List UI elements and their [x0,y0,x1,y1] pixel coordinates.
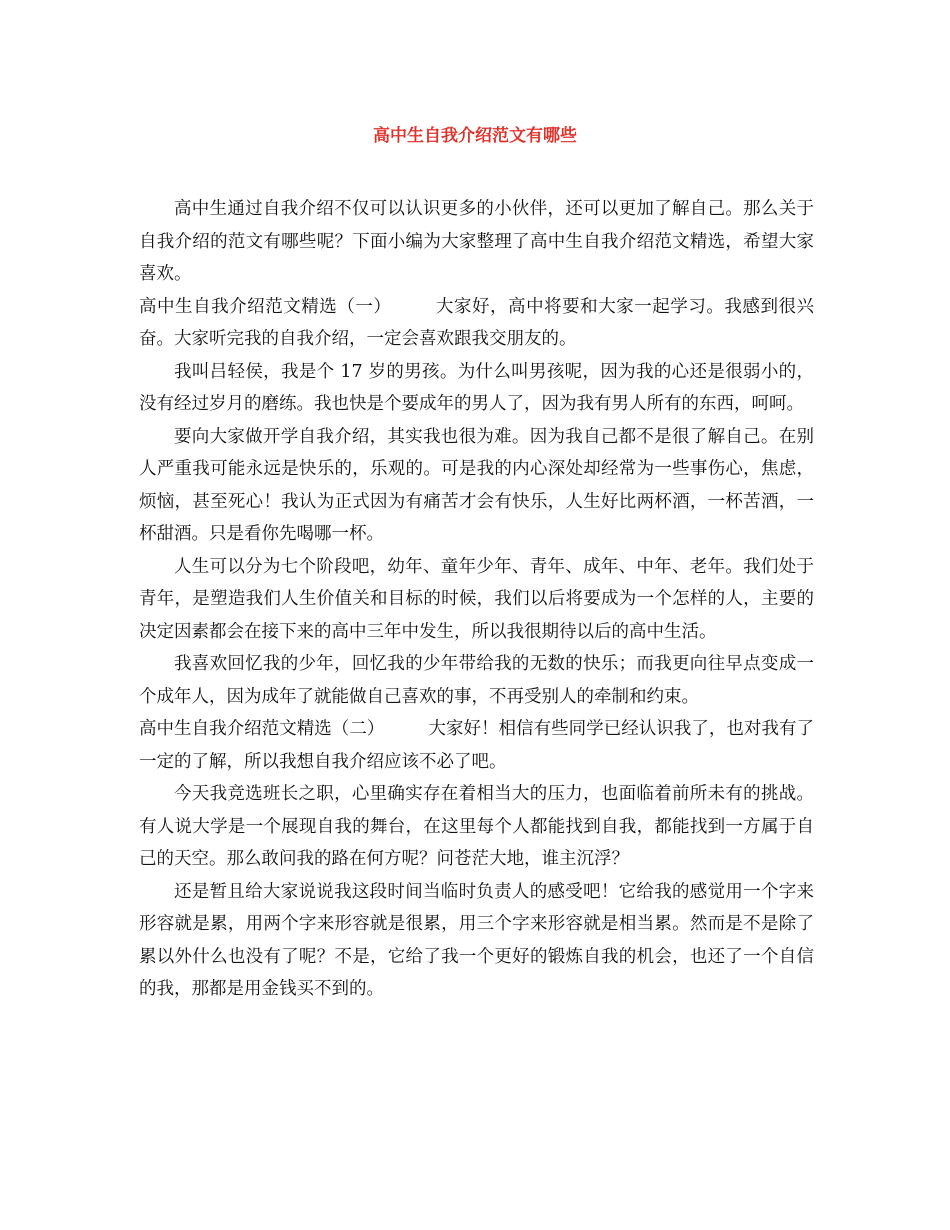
paragraph-class-monitor: 今天我竞选班长之职，心里确实存在着相当大的压力，也面临着前所未有的挑战。有人说大学是一个展现自我的舞台，在这里每个人都能找到自我，都能找到一方属于自己的天空。那么敢问我的路在何方呢？问苍茫大地，谁主沉浮？ [139,784,814,869]
sample-one-heading: 高中生自我介绍范文精选（一） [139,296,392,317]
paragraph-childhood-memories: 我喜欢回忆我的少年，回忆我的少年带给我的无数的快乐；而我更向往早点变成一个成年人，因为成年了就能做自己喜欢的事，不再受别人的牵制和约束。 [139,654,814,707]
paragraph-sample-two [139,713,814,778]
paragraph-intro: 高中生通过自我介绍不仅可以认识更多的小伙伴，还可以更加了解自己。那么关于自我介绍的范文有哪些呢？下面小编为大家整理了高中生自我介绍范文精选，希望大家喜欢。 [139,199,814,284]
sample-one-opening: 大家好，高中将要和大家一起学习。我感到很兴奋。大家听完我的自我介绍，一定会喜欢跟我交朋友的。 [139,296,815,349]
paragraph-name-age: 我叫吕轻侯，我是个 17 岁的男孩。为什么叫男孩呢，因为我的心还是很弱小的，没有经过岁月的磨练。我也快是个要成年的男人了，因为我有男人所有的东西，呵呵。 [139,361,814,414]
sample-two-heading: 高中生自我介绍范文精选（二） [139,719,385,739]
document-body [139,193,814,1006]
paragraph-self-intro-difficulty: 要向大家做开学自我介绍，其实我也很为难。因为我自己都不是很了解自己。在别人严重我可能永远是快乐的，乐观的。可是我的内心深处却经常为一些事伤心，焦虑，烦恼，甚至死心！我认为正式因为有痛苦才会有快乐，人生好比两杯酒，一杯苦酒，一杯甜酒。只是看你先喝哪一杯。 [139,426,814,544]
document-title: 高中生自我介绍范文有哪些 [373,126,577,146]
sample-two-opening: 大家好！相信有些同学已经认识我了，也对我有了一定的了解，所以我想自我介绍应该不必了吧。 [139,719,815,772]
paragraph-sample-one [139,291,814,356]
paragraph-temporary-leader: 还是暂且给大家说说我这段时间当临时负责人的感受吧！它给我的感觉用一个字来形容就是累，用两个字来形容就是很累，用三个字来形容就是相当累。然而是不是除了累以外什么也没有了呢？不是，它给了我一个更好的锻炼自我的机会，也还了一个自信的我，那都是用金钱买不到的。 [139,881,814,999]
paragraph-life-stages: 人生可以分为七个阶段吧，幼年、童年少年、青年、成年、中年、老年。我们处于青年，是塑造我们人生价值关和目标的时候，我们以后将要成为一个怎样的人，主要的决定因素都会在接下来的高中三年中发生，所以我很期待以后的高中生活。 [139,556,814,642]
